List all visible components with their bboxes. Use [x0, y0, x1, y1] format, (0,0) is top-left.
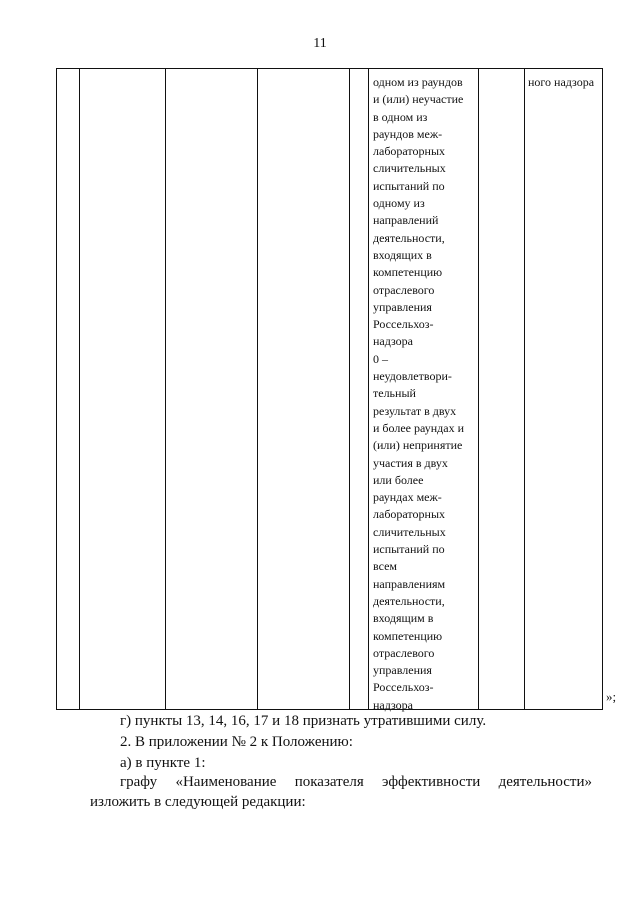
authority-cell: ного надзора: [528, 75, 595, 89]
criteria-line: входящим в: [373, 611, 434, 626]
criteria-line: испытаний по: [373, 542, 445, 557]
criteria-line: раундах меж-: [373, 490, 442, 505]
column-divider: [368, 68, 369, 710]
criteria-line: сличительных: [373, 161, 446, 176]
criteria-line: и (или) неучастие: [373, 92, 464, 107]
criteria-line: отраслевого: [373, 282, 435, 297]
criteria-line: компетенцию: [373, 265, 443, 280]
word: показателя: [294, 774, 364, 790]
criteria-line: отраслевого: [373, 645, 435, 660]
table-border-top: [56, 68, 603, 69]
column-divider: [478, 68, 479, 710]
criteria-line: управления: [373, 663, 432, 678]
paragraph-g: г) пункты 13, 14, 16, 17 и 18 признать утратившими силу.: [120, 713, 487, 729]
word: деятельности»: [498, 774, 592, 790]
criteria-line: испытаний по: [373, 178, 445, 193]
criteria-line: в одном из: [373, 109, 428, 124]
criteria-line: направлений: [373, 213, 439, 228]
paragraph-appendix-2: 2. В приложении № 2 к Положению:: [120, 734, 353, 750]
criteria-line: входящих в: [373, 247, 432, 262]
paragraph-new-wording: изложить в следующей редакции:: [90, 794, 306, 810]
word: графу: [120, 774, 158, 790]
paragraph-column-title: [120, 774, 592, 791]
criteria-line: тельный: [373, 386, 416, 401]
criteria-line: надзора: [373, 334, 413, 349]
criteria-line: одном из раундов: [373, 75, 463, 89]
table-border-left: [56, 68, 57, 710]
row-end-mark: »;: [606, 689, 617, 704]
criteria-line: участия в двух: [373, 455, 448, 470]
criteria-line: всем: [373, 559, 397, 574]
criteria-line: Россельхоз-: [373, 680, 434, 695]
criteria-line: сличительных: [373, 524, 446, 539]
criteria-line: (или) непринятие: [373, 438, 463, 453]
page-number: 11: [313, 36, 327, 51]
table-border-bottom: [56, 709, 603, 710]
column-divider: [349, 68, 350, 710]
word: «Наименование: [175, 774, 277, 790]
criteria-line: лабораторных: [373, 507, 446, 522]
criteria-line: раундов меж-: [373, 126, 443, 141]
column-divider: [524, 68, 525, 710]
criteria-line: направлениям: [373, 576, 446, 591]
column-divider: [257, 68, 258, 710]
criteria-line: результат в двух: [373, 403, 457, 418]
criteria-line: Россельхоз-: [373, 317, 434, 332]
paragraph-a: а) в пункте 1:: [120, 755, 206, 771]
indicator-table: [56, 68, 603, 710]
criteria-line: одному из: [373, 196, 425, 211]
criteria-cell: [373, 74, 477, 714]
table-border-right: [602, 68, 603, 710]
criteria-line: деятельности,: [373, 593, 445, 608]
criteria-line: и более раундах и: [373, 420, 465, 435]
criteria-line: неудовлетвори-: [373, 369, 452, 384]
criteria-line: или более: [373, 472, 424, 487]
criteria-line: компетенцию: [373, 628, 443, 643]
criteria-line: управления: [373, 299, 432, 314]
word: эффективности: [382, 774, 481, 790]
criteria-line: лабораторных: [373, 144, 446, 159]
column-divider: [79, 68, 80, 710]
criteria-line: 0 –: [373, 351, 388, 366]
criteria-line: деятельности,: [373, 230, 445, 245]
criteria-line: надзора: [373, 697, 413, 712]
column-divider: [165, 68, 166, 710]
